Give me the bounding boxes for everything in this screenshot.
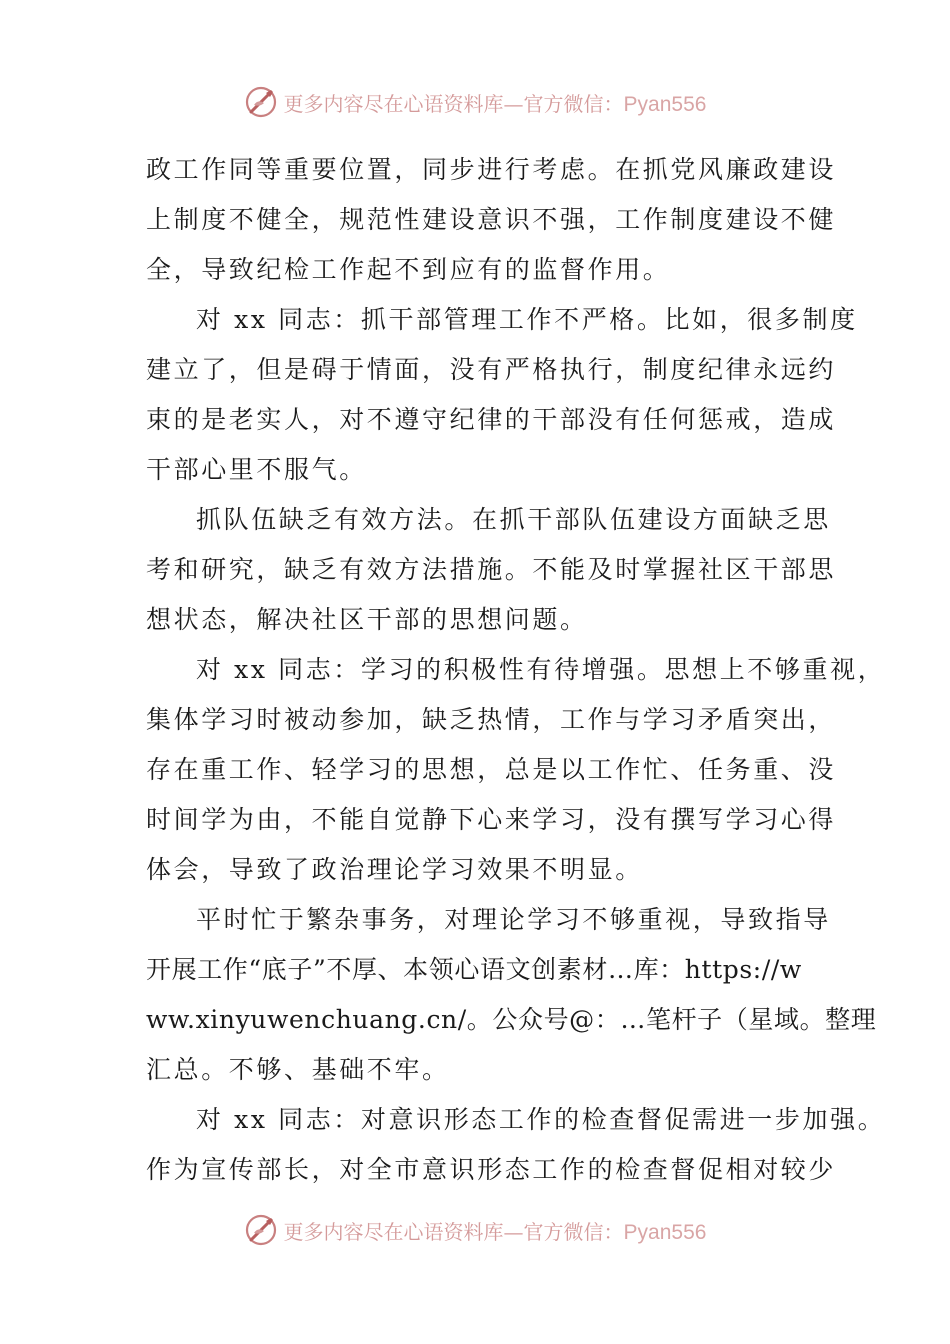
text-line: 时间学为由，不能自觉静下心来学习，没有撰写学习心得 [146,805,837,834]
pen-logo-icon [244,1213,278,1247]
paragraph-start-line: 对 xx 同志：学习的积极性有待增强。思想上不够重视， [196,655,886,684]
text-line: 汇总。不够、基础不牢。 [146,1055,450,1084]
text-line: 政工作同等重要位置，同步进行考虑。在抓党风廉政建设 [146,155,837,184]
watermark-label: 更多内容尽在心语资料库—官方微信： [283,91,624,116]
watermark-text [284,88,707,117]
text-line: 干部心里不服气。 [146,455,367,484]
watermark-text [284,1216,707,1245]
text-line: 建立了，但是碍于情面，没有严格执行，制度纪律永远约 [146,355,837,384]
header-watermark-banner [0,82,950,122]
paragraph-start-line: 抓队伍缺乏有效方法。在抓干部队伍建设方面缺乏思 [196,505,831,534]
text-line: 全，导致纪检工作起不到应有的监督作用。 [146,255,671,284]
text-line: 考和研究，缺乏有效方法措施。不能及时掌握社区干部思 [146,555,837,584]
text-line: 集体学习时被动参加，缺乏热情，工作与学习矛盾突出， [146,705,837,734]
wechat-id: Pyan556 [623,1220,707,1244]
text-line: 束的是老实人，对不遵守纪律的干部没有任何惩戒，造成 [146,405,837,434]
watermark-label: 更多内容尽在心语资料库—官方微信： [283,1219,624,1244]
footer-watermark-banner [0,1210,950,1250]
text-line: 作为宣传部长，对全市意识形态工作的检查督促相对较少 [146,1155,837,1184]
text-line: ww.xinyuwenchuang.cn/。公众号@：…笔杆子（星域。整理 [146,1005,877,1034]
text-line: 开展工作“底子”不厚、本领心语文创素材…库：https://w [146,955,802,984]
paragraph-start-line: 对 xx 同志：对意识形态工作的检查督促需进一步加强。 [196,1105,886,1134]
pen-logo-icon [244,85,278,119]
text-line: 体会，导致了政治理论学习效果不明显。 [146,855,643,884]
text-line: 存在重工作、轻学习的思想，总是以工作忙、任务重、没 [146,755,837,784]
document-body [146,145,886,1195]
paragraph-start-line: 平时忙于繁杂事务，对理论学习不够重视，导致指导 [196,905,831,934]
text-line: 上制度不健全，规范性建设意识不强，工作制度建设不健 [146,205,837,234]
wechat-id: Pyan556 [623,92,707,116]
paragraph-start-line: 对 xx 同志：抓干部管理工作不严格。比如，很多制度 [196,305,858,334]
text-line: 想状态，解决社区干部的思想问题。 [146,605,588,634]
